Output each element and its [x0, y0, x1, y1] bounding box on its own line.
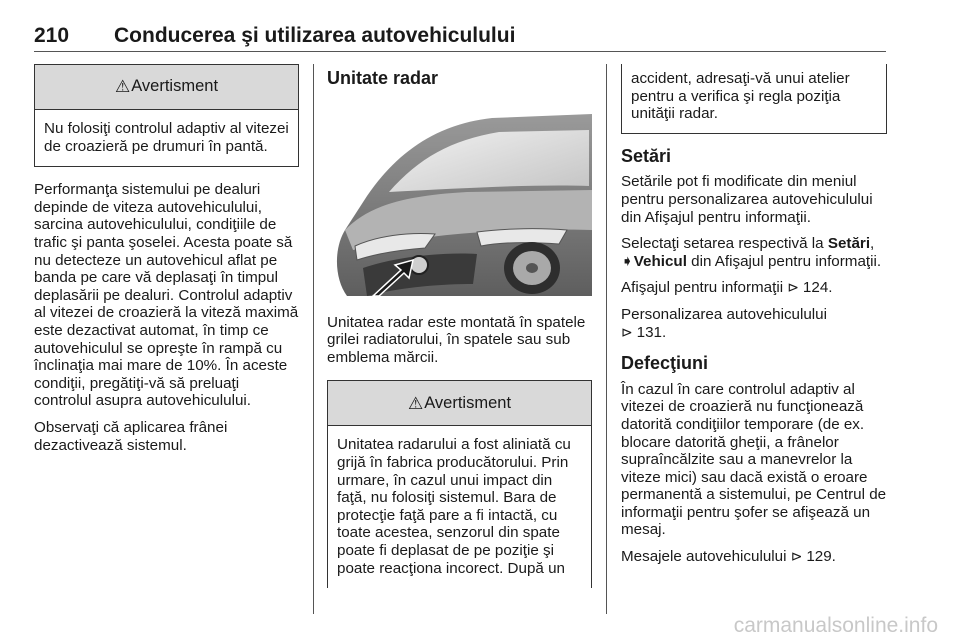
warning-triangle-icon: ⚠ [114, 77, 131, 97]
page-reference: 131. [636, 323, 667, 341]
paragraph: Mesajele autovehiculului ⊳ 129. [621, 548, 836, 566]
paragraph: Performanţa sistemului pe dealuri depinde de viteza autovehiculului, sarcina autovehiculului, condiţiile de trafic şi panta şoselei. Acesta poate să nu detecteze un autovehicul aflat pe banda pe care vă deplasaţi în timpul deplasării pe dealuri. Controlul adaptiv al vitezei de croazieră la viteză maximă este dezactivat automat, în timp ce autovehiculul se opreşte în rampă cu înclinaţia mai mare de 10%. În aceste condiţii, pregătiţi-vă să preluaţi controlul asupra autovehiculului. [34, 181, 299, 410]
arrow-right-icon: ➧ [621, 252, 634, 270]
warning-title: Avertisment [131, 77, 219, 96]
column-left [34, 64, 299, 454]
section-heading: Setări [621, 145, 672, 166]
paragraph: Setările pot fi modificate din meniul pentru personalizarea autovehiculului din Afişajul pentru informaţii. [621, 173, 873, 226]
column-middle [327, 64, 592, 588]
paragraph: Unitatea radar este montată în spatele grilei radiatorului, în spatele sau sub emblema mărcii. [327, 313, 586, 366]
page-reference: 124. [802, 279, 833, 297]
page-header [34, 22, 886, 52]
warning-triangle-icon: ⚠ [407, 393, 424, 413]
warning-header [35, 65, 298, 110]
section-heading: Unitate radar [327, 68, 439, 88]
paragraph: Selectaţi setarea respectivă la Setări, ➧Vehicul din Afişajul pentru informaţii. [621, 235, 882, 270]
page-number: 210 [34, 24, 70, 47]
warning-box [34, 64, 299, 167]
warning-text: Unitatea radarului a fost aliniată cu grijă în fabrica producătorului. Prin urmare, în cazul unui impact din faţă, nu folosiţi sistemul. Bara de protecţie faţă pare a fi intactă, cu toate acestea, senzorul din spate poate fi deplasat de pe poziţie şi poate reacţiona incorect. După un [337, 436, 571, 577]
warning-box [327, 380, 592, 588]
section-heading: Defecţiuni [621, 353, 709, 374]
warning-text: accident, adresaţi-vă unui atelier pentru a verifica şi regla poziţia unităţii radar. [631, 70, 850, 123]
warning-box-continued [621, 64, 887, 134]
paragraph: Observaţi că aplicarea frânei dezactivează sistemul. [34, 418, 228, 454]
page-reference: 129. [806, 548, 836, 566]
page-title: Conducerea şi utilizarea autovehiculului [114, 24, 516, 47]
paragraph: Afişajul pentru informaţii ⊳ 124. [621, 279, 833, 297]
page-reference-icon: ⊳ [790, 548, 807, 565]
watermark: carmanualsonline.info [733, 614, 938, 637]
column-divider [313, 64, 314, 614]
paragraph: În cazul în care controlul adaptiv al vitezei de croazieră nu funcţionează datorită condiţiilor temporare (de ex. blocare datorită gheţii, a frânelor supraîncălzite sau a manevrelor la viteze mici) sau dacă există o eroare permanentă a sistemului, pe Centrul de informaţii pentru şofer se afişează un mesaj. [621, 380, 887, 539]
warning-header [328, 381, 591, 426]
paragraph: Personalizarea autovehiculului ⊳ 131. [621, 305, 828, 341]
page-reference-icon: ⊳ [621, 323, 637, 340]
page-reference-icon: ⊳ [787, 279, 803, 296]
column-right [621, 64, 887, 566]
column-divider [606, 64, 607, 614]
warning-text: Nu folosiţi controlul adaptiv al vitezei de croazieră pe drumuri în pantă. [44, 120, 289, 155]
warning-title: Avertisment [424, 393, 512, 412]
menu-setari: Setări [827, 235, 871, 253]
radar-unit-car-illustration [327, 100, 592, 296]
menu-vehicul: Vehicul [633, 252, 687, 270]
